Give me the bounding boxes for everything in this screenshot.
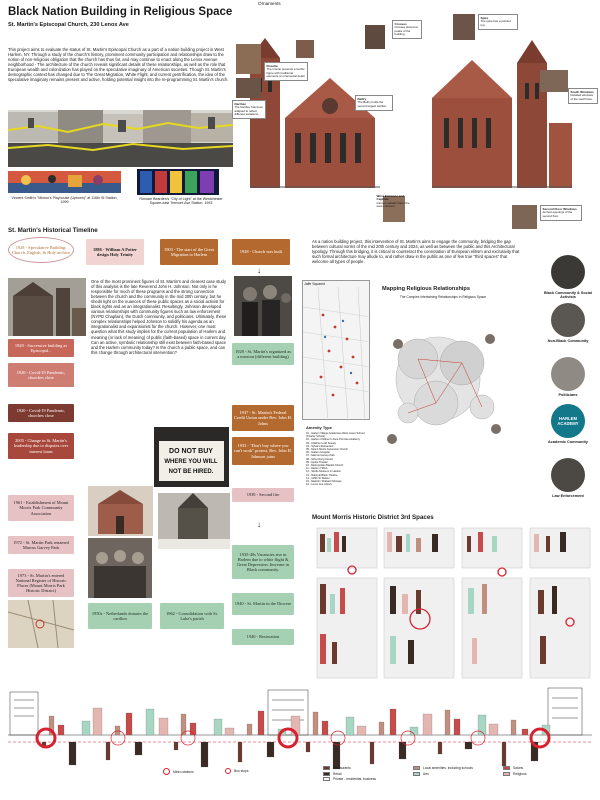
timeline-event: 1933 - "Don't buy where you can't work" protest, Rev. John H. Johnson joins (232, 437, 294, 465)
amenity-item: 03 - Children's Aid Society (306, 441, 337, 445)
community-non-black: Non-Black Community (540, 303, 596, 343)
ornament-note-crosses: Crosses Crosses placed at peaks of the building. (392, 20, 422, 39)
church-elevation-right (432, 38, 572, 188)
community-photo (551, 357, 585, 391)
timeline-event: 1962 - Consolidation with St. Luke's parish (160, 603, 224, 629)
legend-item (503, 772, 593, 776)
mapping-heading: Mapping Religious Relationships (382, 286, 470, 292)
amenity-item: 13 - National Black Theatre (306, 473, 338, 477)
legend-label: Private - residential, business (333, 777, 377, 781)
ornament-photo-rosette (236, 44, 261, 74)
ornament-photo-south-windows (540, 70, 568, 92)
legend-label: Religious (513, 771, 527, 776)
street-building-mass (489, 724, 498, 735)
bus-stop-symbol (225, 768, 231, 774)
harlem-amenity-map (302, 280, 370, 420)
legend-item (503, 766, 593, 770)
legend-swatches (323, 766, 593, 781)
amenity-item: 08 - Schomburg Center (306, 457, 333, 461)
street-building-mass (313, 712, 318, 735)
essay-right: As a nation building project, this intervention of St. Martin's aims to engage the community, bridging the gap between cultural norms of the mid 20th century and 2024, as well as between the public and this Architectural typology. Through this bridging, it is critical to counteract the connotation of European elitism and exclusivity that such formal architecture may allude to, and rather draw in the public as one of few true "third spaces" that welcome all types of people. (312, 239, 520, 265)
legend-item (323, 766, 413, 770)
legend-label: Retail (333, 771, 342, 776)
street-building-mass (93, 708, 102, 735)
timeline-event: 1928 - Church was built (232, 239, 290, 265)
congregation-photo (88, 538, 152, 598)
timeline-event: 1920 - Covid-19 Pandemic, churches close (8, 363, 74, 387)
svg-text:WHERE YOU WILL: WHERE YOU WILL (164, 459, 218, 465)
street-building-mass (214, 719, 222, 735)
legend-label: Salons (513, 766, 524, 770)
street-building-mass (511, 720, 516, 735)
street-building-mass (106, 742, 110, 760)
church-elevation-left (250, 38, 380, 188)
district-legend (163, 766, 593, 796)
legend-swatch (323, 777, 330, 781)
page-subtitle: St. Martin's Episcopal Church, 230 Lenox Ave (8, 22, 129, 28)
street-building-mass (238, 742, 242, 762)
street-building-mass (174, 742, 178, 750)
svg-text:DO NOT BUY: DO NOT BUY (169, 448, 213, 455)
svg-text:NOT BE HIRED.: NOT BE HIRED. (168, 469, 214, 475)
amenity-item: 10 - Metropolitan Baptist Church (306, 464, 344, 468)
timeline-heading: St. Martin's Historical Timeline (8, 227, 98, 234)
legend-item: Bus stops (225, 768, 248, 774)
street-building-mass (379, 722, 384, 735)
legend-item (323, 772, 413, 776)
stained-glass-image (137, 169, 219, 195)
amenity-item: 06 - Harlem Hospital (306, 451, 330, 455)
street-building-mass (370, 742, 374, 764)
timeline-event: 1928 - Successive building as Episcopal... (8, 339, 74, 357)
timeline-event: 1886 - William A Potter design Holy Trinity (86, 239, 144, 265)
reverend-group-photo (234, 276, 292, 336)
intro-paragraph: This project aims to evaluate the status of St. Martin's Episcopal Church as a part of a nation building project in West Harlem, NY. Through a study of the church's history, prominent community participation and relationships draw to the notion of non-religious obligation that the church has thus far, and may continue to enact along the Lenox Avenue neighborhood - The architecture of the church reveals significant details of these relationships, as well as the role that European wealth and colonization has played on the speculative imaginary of American societies. Though St. Martin's demographic context has changed due to The Great Migration, White Flight, and current gentrification, the idea of the speculative imaginary remains present and active, holding potential insight into the re-programming St. Martin's church. (8, 47, 229, 83)
timeline-event: 1940 - Restoration (232, 629, 294, 645)
legend-swatch (323, 772, 330, 776)
legend-swatch (413, 772, 420, 776)
street-building-mass (126, 713, 132, 735)
map-label: Jaffe Squared (304, 282, 326, 286)
ornament-photo-spire (453, 14, 475, 40)
amenity-item: 11 - Harlem YMCA (306, 467, 328, 471)
amenity-item: 14 - 125th St Station (306, 476, 330, 480)
amenity-item: 01 - Harlem Village Academies West Lower School (Charter School) (306, 432, 365, 439)
historic-church-drawing (88, 486, 153, 536)
street-building-mass (333, 742, 340, 769)
timeline-event: 1940 - St. Martin in the Diocese (232, 593, 294, 615)
legend-swatch (413, 766, 420, 770)
page-title: Black Nation Building in Religious Space (8, 6, 233, 18)
street-building-mass (135, 742, 142, 755)
street-building-mass (322, 721, 328, 735)
timeline-event: 1935-40s Vacancies rise in Harlem due to white flight & Great Depression. Increase in Black community. (232, 545, 294, 579)
amenity-item: 15 - Malcolm Shabazz Mosque (306, 480, 342, 484)
mural-caption: Vincent Smith's "Minton's Playhouse (Uptown)" at 116th St Station, 1999 (11, 196, 118, 205)
relationship-diagram (378, 295, 508, 465)
legend-swatch (503, 766, 510, 770)
harlem-academy-logo: HARLEM ACADEMY (551, 404, 585, 438)
historic-map-photo (8, 600, 74, 648)
timeline-event: 1903 - The start of the Great Migration to Harlem (160, 239, 218, 265)
street-building-mass (465, 742, 472, 749)
street-building-mass (346, 717, 354, 735)
mural-image (8, 171, 121, 193)
street-collage-image (8, 110, 233, 167)
stained-glass-caption: Romare Bearden's "City of Light" at the Westchester Square-east Tremont Ave Station, 1993 (139, 197, 223, 206)
community-academic: HARLEM ACADEMY Academic Community (540, 404, 596, 444)
timeline-event: 1928 - Speculative Building: Church, English, & Holy archive (8, 237, 74, 263)
legend-item (413, 766, 503, 770)
street-building-mass (423, 714, 432, 735)
community-photo (551, 255, 585, 289)
ornament-photo-second-floor-windows (512, 205, 537, 229)
timeline-event: 1973 - St. Martin's entered National Register of Historic Places (Mount Morris Park Historic District) (8, 569, 74, 597)
amenity-list (306, 432, 371, 486)
amenity-item: 09 - Apollo Theater (306, 460, 328, 464)
legend-item: Metro stations (163, 768, 194, 775)
community-politicians: Politicians (540, 357, 596, 397)
street-building-mass (58, 725, 64, 735)
essay-left: One of the most prominent figures of St. Martin's and clearest case study of this analysis is the late Reverend John H. Johnson. Not only is he responsible for much of these programs and the strong connection between the church and the community in the mid 20th century, but he sheds light on the nuances of these public spaces as a social activist for black rights and as an integrationalist. Resultingly, Johnson developed various relationships with community figures such as law enforcement (NYPD Chaplain), the Dutch community, and politicians. Ultimately, these complex relationships helped Johnson to solidify his agenda as an integrationalist and expansionist for the church. However, one must question what this study implies for the current population of Harlem and meaning (or lack of meaning) of public (faith-based) space in current day. Can an active, symbolic relationship still exist between faith-based space and the Harlem community today? Is the church a public space, and can this change through architectural intervention? (91, 279, 227, 355)
legend-label: Local amenities, including schools (423, 766, 473, 770)
street-building-mass (390, 709, 396, 735)
legend-label: Arts (423, 771, 429, 776)
street-building-mass (159, 718, 168, 735)
ornament-note-west-entrance: West Entrance and Capitals Carved capitals frame the west entrance. (376, 193, 410, 208)
timeline-event: 2005 - Change in St. Martin's leadership due to disputes over interest loans (8, 433, 74, 459)
ornament-photo-belfry (296, 40, 314, 58)
street-building-mass (115, 726, 120, 735)
amenity-item: 07 - Marcus Garvey Park (306, 454, 335, 458)
amenity-item: 04 - Sylvia's Restaurant (306, 444, 334, 448)
amenity-type-list (306, 425, 371, 486)
legend-swatch (503, 772, 510, 776)
ornament-note-narthex: Narthex The Narthex has been adapted to reflect different variations. (232, 100, 266, 119)
amenity-item: 16 - Lenox Ave Library (306, 483, 332, 487)
street-building-mass (445, 710, 450, 735)
legend-item (323, 777, 413, 781)
ornament-note-second-floor-windows: Second Floor Windows Arched openings of the second floor. (540, 205, 582, 221)
timeline-event: 1972 - St. Martin Park renamed Marcus Garvey Park (8, 536, 74, 554)
amenity-item: 02 - Harlem Children's Zone Promise Academy (306, 438, 360, 442)
amenity-type-title: Amenity Type (306, 425, 332, 430)
lenox-street-photo-strip (8, 110, 233, 167)
street-section-elevation (8, 680, 592, 780)
timeline-arrow: ↓ (257, 266, 261, 275)
ornament-note-south-windows: South Windows Detailed windows of the south face. (568, 88, 598, 104)
street-building-mass (146, 709, 154, 735)
timeline-event: 1950s - Netherlands donates the carillon (88, 603, 152, 629)
street-building-mass (201, 742, 208, 767)
street-building-mass (267, 742, 274, 757)
church-exterior-photo (8, 278, 86, 336)
diagram-label: The Complex Intertwining Relationships in Religious Space (399, 295, 487, 299)
legend-item (413, 772, 503, 776)
community-photo (551, 458, 585, 492)
street-building-mass (247, 724, 252, 735)
ornament-photo-crosses (365, 25, 385, 49)
street-building-mass (438, 742, 442, 754)
street-building-mass (225, 728, 234, 735)
amenity-item: 12 - Studio Museum in Harlem (306, 470, 342, 474)
street-building-mass (454, 719, 460, 735)
timeline-event: 1939 - Second fire (232, 488, 294, 502)
ornaments-label: Ornaments (258, 1, 281, 6)
district-heading: Mount Morris Historic District 3rd Spaces (312, 514, 434, 521)
timeline-event: 1937 - St. Martin's Federal Credit Union under Rev. John H. Johns (232, 405, 294, 431)
timeline-arrow: ↓ (257, 520, 261, 529)
amenity-item: 05 - Mount Morris Ascension Church (306, 448, 348, 452)
ornament-note-spire: Spire The spire has a pointed top. (478, 14, 518, 30)
street-building-mass (522, 729, 528, 735)
community-law-enforcement: Law Enforcement (540, 458, 596, 498)
legend-swatch (323, 766, 330, 770)
street-building-mass (258, 711, 264, 735)
street-building-mass (306, 742, 310, 752)
timeline-event: 1961 - Establishment of Mount Morris Park Community Association (8, 495, 74, 521)
metro-station-symbol (163, 768, 170, 775)
protest-newspaper-photo (154, 427, 229, 487)
ornament-note-rosette: Rosette The rosette presents a Gothic figure with traditional elements of ornamental detail. (264, 62, 308, 81)
ornament-note-belfry: Belfry The Belfry holds the second largest carillon. (355, 95, 393, 111)
community-black-activists: Black Community & Social Activists (540, 255, 596, 299)
street-building-mass (502, 742, 506, 766)
snowy-church-photo (158, 493, 230, 549)
community-photo (551, 303, 585, 337)
ornament-photo-narthex (236, 78, 261, 98)
timeline-event: 1928 - St. Martin's organized as a mission (different building) (232, 343, 294, 365)
street-building-mass (82, 721, 90, 735)
street-building-mass (69, 742, 76, 765)
street-building-mass (357, 726, 366, 735)
timeline-event: 1920 - Covid-19 Pandemic, churches close (8, 404, 74, 422)
district-plan (312, 524, 596, 689)
legend-label: Restaurants (333, 766, 351, 770)
